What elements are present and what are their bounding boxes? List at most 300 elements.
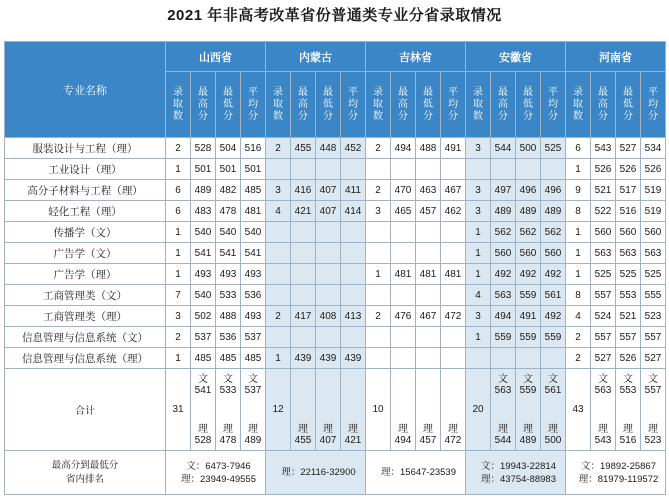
sub-header-cell bbox=[391, 72, 416, 138]
score-cell: 525 bbox=[641, 264, 666, 285]
table-row bbox=[5, 180, 666, 201]
rank-line1: 理：22116-32900 bbox=[281, 467, 356, 478]
score-cell bbox=[416, 159, 441, 180]
province-header-shanxi: 山西省 bbox=[166, 42, 266, 72]
score-cell: 491 bbox=[441, 138, 466, 159]
score-cell: 4 bbox=[266, 201, 291, 222]
score-cell: 4 bbox=[466, 285, 491, 306]
score-cell: 2 bbox=[266, 306, 291, 327]
score-cell bbox=[516, 159, 541, 180]
total-wen-value: 文 561 bbox=[544, 373, 562, 396]
score-cell: 489 bbox=[191, 180, 216, 201]
rank-cell bbox=[566, 451, 666, 495]
score-cell bbox=[366, 222, 391, 243]
total-stack bbox=[341, 374, 365, 446]
sub-header-cell bbox=[341, 72, 366, 138]
rank-line1: 理：15647-23539 bbox=[381, 467, 456, 478]
table-row bbox=[5, 201, 666, 222]
table-row bbox=[5, 159, 666, 180]
total-max-cell bbox=[291, 369, 316, 451]
rank-cell bbox=[266, 451, 366, 495]
score-cell: 3 bbox=[466, 201, 491, 222]
sub-header-cell bbox=[516, 72, 541, 138]
score-cell bbox=[291, 243, 316, 264]
sub-header-label: 平 均 分 bbox=[248, 86, 258, 122]
score-cell bbox=[266, 243, 291, 264]
score-cell: 557 bbox=[616, 327, 641, 348]
score-cell: 541 bbox=[241, 243, 266, 264]
sub-header-cell bbox=[441, 72, 466, 138]
score-cell: 540 bbox=[191, 285, 216, 306]
score-cell: 560 bbox=[616, 222, 641, 243]
score-cell: 411 bbox=[341, 180, 366, 201]
table-row bbox=[5, 243, 666, 264]
score-cell: 563 bbox=[591, 243, 616, 264]
score-cell: 407 bbox=[316, 180, 341, 201]
score-cell: 522 bbox=[591, 201, 616, 222]
sub-header-label: 录 取 数 bbox=[373, 86, 383, 122]
score-cell: 559 bbox=[541, 327, 566, 348]
score-cell bbox=[441, 348, 466, 369]
score-cell: 525 bbox=[591, 264, 616, 285]
score-cell: 543 bbox=[591, 138, 616, 159]
score-cell: 1 bbox=[466, 327, 491, 348]
score-cell: 494 bbox=[491, 306, 516, 327]
score-cell: 485 bbox=[216, 348, 241, 369]
score-cell: 481 bbox=[391, 264, 416, 285]
score-cell: 493 bbox=[216, 264, 241, 285]
sub-header-label: 录 取 数 bbox=[573, 86, 583, 122]
score-cell: 4 bbox=[566, 306, 591, 327]
score-cell bbox=[466, 348, 491, 369]
major-name-cell: 工商管理类（理） bbox=[5, 306, 166, 327]
score-cell: 517 bbox=[616, 180, 641, 201]
total-wen-value: 文 559 bbox=[519, 373, 537, 396]
rank-line2: 理：43754-88983 bbox=[481, 473, 556, 485]
score-cell: 502 bbox=[191, 306, 216, 327]
score-cell: 3 bbox=[466, 180, 491, 201]
total-li-value: 理 523 bbox=[644, 423, 662, 446]
total-min-cell bbox=[216, 369, 241, 451]
score-cell: 485 bbox=[191, 348, 216, 369]
score-cell: 3 bbox=[466, 138, 491, 159]
sub-header-cell bbox=[416, 72, 441, 138]
score-cell: 493 bbox=[241, 264, 266, 285]
score-cell: 492 bbox=[541, 264, 566, 285]
total-stack bbox=[191, 374, 215, 446]
sub-header-label: 最 高 分 bbox=[198, 86, 208, 122]
total-li-value: 理 516 bbox=[619, 423, 637, 446]
total-count-cell: 20 bbox=[466, 369, 491, 451]
score-cell bbox=[441, 327, 466, 348]
score-cell: 488 bbox=[216, 306, 241, 327]
score-cell: 1 bbox=[166, 264, 191, 285]
sub-header-label: 最 低 分 bbox=[223, 86, 233, 122]
score-cell bbox=[441, 243, 466, 264]
score-cell: 1 bbox=[466, 243, 491, 264]
score-cell: 560 bbox=[591, 222, 616, 243]
total-min-cell bbox=[616, 369, 641, 451]
score-cell bbox=[541, 159, 566, 180]
total-wen-value: 文 563 bbox=[594, 373, 612, 396]
score-cell bbox=[391, 243, 416, 264]
rank-line2: 理：81979-119572 bbox=[578, 473, 659, 485]
total-label: 合计 bbox=[5, 369, 166, 451]
total-stack bbox=[591, 374, 615, 446]
score-cell: 465 bbox=[391, 201, 416, 222]
province-header-henan: 河南省 bbox=[566, 42, 666, 72]
score-cell: 1 bbox=[366, 264, 391, 285]
total-stack bbox=[541, 374, 565, 446]
total-stack bbox=[441, 374, 465, 446]
sub-header-label: 录 取 数 bbox=[273, 86, 283, 122]
score-cell: 501 bbox=[241, 159, 266, 180]
score-cell: 439 bbox=[316, 348, 341, 369]
score-cell: 501 bbox=[216, 159, 241, 180]
score-cell: 524 bbox=[591, 306, 616, 327]
total-wen-value: 文 533 bbox=[219, 373, 237, 396]
score-cell: 525 bbox=[616, 264, 641, 285]
score-cell: 494 bbox=[391, 138, 416, 159]
score-cell bbox=[416, 327, 441, 348]
score-cell bbox=[366, 285, 391, 306]
total-stack bbox=[291, 374, 315, 446]
score-cell: 485 bbox=[241, 180, 266, 201]
score-cell: 3 bbox=[166, 306, 191, 327]
score-cell: 483 bbox=[191, 201, 216, 222]
score-cell: 493 bbox=[191, 264, 216, 285]
rank-cell bbox=[366, 451, 466, 495]
total-max-cell bbox=[591, 369, 616, 451]
sub-header-label: 最 低 分 bbox=[423, 86, 433, 122]
score-cell: 2 bbox=[566, 327, 591, 348]
score-cell: 526 bbox=[641, 159, 666, 180]
score-cell: 472 bbox=[441, 306, 466, 327]
score-cell: 528 bbox=[191, 138, 216, 159]
total-li-value: 理 543 bbox=[594, 423, 612, 446]
total-min-cell bbox=[516, 369, 541, 451]
score-cell: 2 bbox=[566, 348, 591, 369]
score-cell: 1 bbox=[566, 243, 591, 264]
score-cell: 497 bbox=[491, 180, 516, 201]
rank-label bbox=[5, 451, 166, 495]
score-cell bbox=[341, 243, 366, 264]
table-row bbox=[5, 348, 666, 369]
score-cell: 417 bbox=[291, 306, 316, 327]
total-li-value: 理 455 bbox=[294, 423, 312, 446]
total-max-cell bbox=[391, 369, 416, 451]
score-cell: 2 bbox=[166, 327, 191, 348]
score-cell: 563 bbox=[641, 243, 666, 264]
score-cell: 2 bbox=[266, 138, 291, 159]
score-cell: 521 bbox=[591, 180, 616, 201]
score-cell bbox=[391, 222, 416, 243]
total-stack bbox=[241, 374, 265, 446]
score-cell: 537 bbox=[191, 327, 216, 348]
province-header-anhui: 安徽省 bbox=[466, 42, 566, 72]
table-row bbox=[5, 285, 666, 306]
total-avg-cell bbox=[441, 369, 466, 451]
rank-cell bbox=[166, 451, 266, 495]
table-row bbox=[5, 306, 666, 327]
score-cell: 2 bbox=[166, 138, 191, 159]
score-cell: 407 bbox=[316, 201, 341, 222]
score-cell: 559 bbox=[516, 327, 541, 348]
score-cell bbox=[341, 327, 366, 348]
score-cell: 413 bbox=[341, 306, 366, 327]
score-cell: 2 bbox=[366, 138, 391, 159]
score-cell: 496 bbox=[516, 180, 541, 201]
score-cell: 541 bbox=[191, 243, 216, 264]
sub-header-label: 最 高 分 bbox=[298, 86, 308, 122]
score-cell bbox=[341, 264, 366, 285]
score-cell bbox=[391, 159, 416, 180]
major-name-cell: 信息管理与信息系统（理） bbox=[5, 348, 166, 369]
score-cell: 1 bbox=[166, 222, 191, 243]
total-count-cell: 12 bbox=[266, 369, 291, 451]
sub-header-cell bbox=[541, 72, 566, 138]
score-cell: 525 bbox=[541, 138, 566, 159]
score-cell bbox=[366, 243, 391, 264]
total-avg-cell bbox=[541, 369, 566, 451]
score-cell: 516 bbox=[616, 201, 641, 222]
sub-header-cell bbox=[266, 72, 291, 138]
score-cell: 7 bbox=[166, 285, 191, 306]
total-li-value: 理 494 bbox=[394, 423, 412, 446]
total-wen-value: 文 563 bbox=[494, 373, 512, 396]
sub-header-label: 平 均 分 bbox=[648, 86, 658, 122]
total-row bbox=[5, 369, 666, 451]
score-cell: 489 bbox=[541, 201, 566, 222]
total-stack bbox=[416, 374, 440, 446]
major-name-cell: 服装设计与工程（理） bbox=[5, 138, 166, 159]
score-cell: 544 bbox=[491, 138, 516, 159]
score-cell: 1 bbox=[166, 159, 191, 180]
sub-header-cell bbox=[166, 72, 191, 138]
major-name-cell: 传播学（文） bbox=[5, 222, 166, 243]
score-cell: 3 bbox=[266, 180, 291, 201]
score-cell: 563 bbox=[616, 243, 641, 264]
score-cell: 462 bbox=[441, 201, 466, 222]
score-cell bbox=[366, 159, 391, 180]
sub-header-label: 录 取 数 bbox=[473, 86, 483, 122]
score-cell: 557 bbox=[641, 327, 666, 348]
score-cell: 562 bbox=[491, 222, 516, 243]
score-cell bbox=[316, 285, 341, 306]
score-cell: 496 bbox=[541, 180, 566, 201]
major-name-cell: 轻化工程（理） bbox=[5, 201, 166, 222]
score-cell: 536 bbox=[241, 285, 266, 306]
score-cell: 1 bbox=[266, 348, 291, 369]
rank-line2: 理：23949-49555 bbox=[181, 473, 256, 485]
score-cell: 9 bbox=[566, 180, 591, 201]
score-cell: 489 bbox=[491, 201, 516, 222]
sub-header-cell bbox=[466, 72, 491, 138]
score-cell: 408 bbox=[316, 306, 341, 327]
total-count-cell: 43 bbox=[566, 369, 591, 451]
score-cell: 6 bbox=[566, 138, 591, 159]
total-count-cell: 31 bbox=[166, 369, 191, 451]
score-cell: 489 bbox=[516, 201, 541, 222]
score-cell: 1 bbox=[166, 348, 191, 369]
score-cell bbox=[516, 348, 541, 369]
major-name-cell: 工商管理类（文） bbox=[5, 285, 166, 306]
score-cell: 482 bbox=[216, 180, 241, 201]
score-cell: 560 bbox=[491, 243, 516, 264]
total-stack bbox=[641, 374, 665, 446]
score-cell bbox=[541, 348, 566, 369]
score-cell: 521 bbox=[616, 306, 641, 327]
total-li-value: 理 421 bbox=[344, 423, 362, 446]
total-stack bbox=[316, 374, 340, 446]
score-cell: 8 bbox=[566, 285, 591, 306]
major-name-cell: 广告学（理） bbox=[5, 264, 166, 285]
score-cell: 562 bbox=[541, 222, 566, 243]
score-cell bbox=[341, 285, 366, 306]
score-cell bbox=[266, 327, 291, 348]
sub-header-cell bbox=[591, 72, 616, 138]
score-cell: 555 bbox=[641, 285, 666, 306]
score-cell: 504 bbox=[216, 138, 241, 159]
score-cell bbox=[291, 264, 316, 285]
score-cell bbox=[416, 243, 441, 264]
table-row bbox=[5, 264, 666, 285]
score-cell: 2 bbox=[366, 306, 391, 327]
sub-header-label: 平 均 分 bbox=[448, 86, 458, 122]
score-cell: 6 bbox=[166, 180, 191, 201]
score-cell bbox=[316, 243, 341, 264]
score-cell: 416 bbox=[291, 180, 316, 201]
score-cell: 6 bbox=[166, 201, 191, 222]
rank-label-line1: 最高分到最低分 bbox=[51, 459, 119, 471]
score-cell: 3 bbox=[366, 201, 391, 222]
score-cell: 536 bbox=[216, 327, 241, 348]
admission-table bbox=[4, 41, 666, 495]
score-cell: 519 bbox=[641, 201, 666, 222]
sub-header-label: 最 低 分 bbox=[523, 86, 533, 122]
total-avg-cell bbox=[641, 369, 666, 451]
total-li-value: 理 500 bbox=[544, 423, 562, 446]
score-cell: 1 bbox=[566, 264, 591, 285]
score-cell bbox=[316, 264, 341, 285]
total-li-value: 理 528 bbox=[194, 423, 212, 446]
score-cell: 559 bbox=[491, 327, 516, 348]
score-cell bbox=[316, 327, 341, 348]
sub-header-cell bbox=[241, 72, 266, 138]
major-name-cell: 广告学（文） bbox=[5, 243, 166, 264]
table-row bbox=[5, 138, 666, 159]
score-cell: 476 bbox=[391, 306, 416, 327]
total-wen-value: 文 541 bbox=[194, 373, 212, 396]
score-cell bbox=[316, 222, 341, 243]
score-cell: 1 bbox=[466, 264, 491, 285]
score-cell: 516 bbox=[241, 138, 266, 159]
score-cell: 488 bbox=[416, 138, 441, 159]
province-header-neimenggu: 内蒙古 bbox=[266, 42, 366, 72]
score-cell: 467 bbox=[441, 180, 466, 201]
score-cell: 493 bbox=[241, 306, 266, 327]
score-cell: 491 bbox=[516, 306, 541, 327]
score-cell: 452 bbox=[341, 138, 366, 159]
score-cell: 562 bbox=[516, 222, 541, 243]
sub-header-label: 平 均 分 bbox=[548, 86, 558, 122]
rank-row bbox=[5, 451, 666, 495]
total-li-value: 理 472 bbox=[444, 423, 462, 446]
score-cell: 560 bbox=[541, 243, 566, 264]
total-li-value: 理 407 bbox=[319, 423, 337, 446]
score-cell bbox=[391, 327, 416, 348]
sub-header-cell bbox=[616, 72, 641, 138]
sub-header-cell bbox=[491, 72, 516, 138]
total-wen-value: 文 537 bbox=[244, 373, 262, 396]
score-cell: 492 bbox=[516, 264, 541, 285]
sub-header-cell bbox=[366, 72, 391, 138]
score-cell: 527 bbox=[591, 348, 616, 369]
score-cell: 563 bbox=[491, 285, 516, 306]
score-cell bbox=[266, 285, 291, 306]
score-cell: 533 bbox=[216, 285, 241, 306]
score-cell: 519 bbox=[641, 180, 666, 201]
sub-header-cell bbox=[566, 72, 591, 138]
score-cell bbox=[441, 159, 466, 180]
score-cell bbox=[341, 159, 366, 180]
score-cell: 561 bbox=[541, 285, 566, 306]
score-cell bbox=[291, 222, 316, 243]
major-name-header: 专业名称 bbox=[5, 42, 166, 138]
score-cell: 527 bbox=[641, 348, 666, 369]
score-cell: 481 bbox=[441, 264, 466, 285]
total-stack bbox=[216, 374, 240, 446]
score-cell: 467 bbox=[416, 306, 441, 327]
total-count-cell: 10 bbox=[366, 369, 391, 451]
total-stack bbox=[516, 374, 540, 446]
score-cell bbox=[441, 285, 466, 306]
province-header-jilin: 吉林省 bbox=[366, 42, 466, 72]
score-cell bbox=[291, 159, 316, 180]
score-cell: 527 bbox=[616, 138, 641, 159]
score-cell: 526 bbox=[616, 348, 641, 369]
score-cell: 526 bbox=[591, 159, 616, 180]
score-cell: 485 bbox=[241, 348, 266, 369]
score-cell: 541 bbox=[216, 243, 241, 264]
score-cell: 560 bbox=[641, 222, 666, 243]
score-cell: 540 bbox=[191, 222, 216, 243]
major-name-cell: 高分子材料与工程（理） bbox=[5, 180, 166, 201]
total-li-value: 理 489 bbox=[519, 423, 537, 446]
total-li-value: 理 489 bbox=[244, 423, 262, 446]
score-cell bbox=[266, 222, 291, 243]
score-cell bbox=[366, 327, 391, 348]
score-cell: 526 bbox=[616, 159, 641, 180]
score-cell: 8 bbox=[566, 201, 591, 222]
rank-line1: 文：19943-22814 bbox=[481, 460, 556, 472]
score-cell: 560 bbox=[516, 243, 541, 264]
score-cell bbox=[491, 348, 516, 369]
total-max-cell bbox=[491, 369, 516, 451]
sub-header-cell bbox=[191, 72, 216, 138]
rank-cell bbox=[466, 451, 566, 495]
score-cell bbox=[416, 222, 441, 243]
sub-header-label: 最 高 分 bbox=[398, 86, 408, 122]
score-cell: 3 bbox=[466, 306, 491, 327]
total-min-cell bbox=[316, 369, 341, 451]
score-cell bbox=[291, 327, 316, 348]
page-title: 2021 年非高考改革省份普通类专业分省录取情况 bbox=[167, 7, 502, 24]
total-avg-cell bbox=[341, 369, 366, 451]
sub-header-label: 最 低 分 bbox=[323, 86, 333, 122]
sub-header-label: 最 高 分 bbox=[598, 86, 608, 122]
sub-header-label: 最 低 分 bbox=[623, 86, 633, 122]
